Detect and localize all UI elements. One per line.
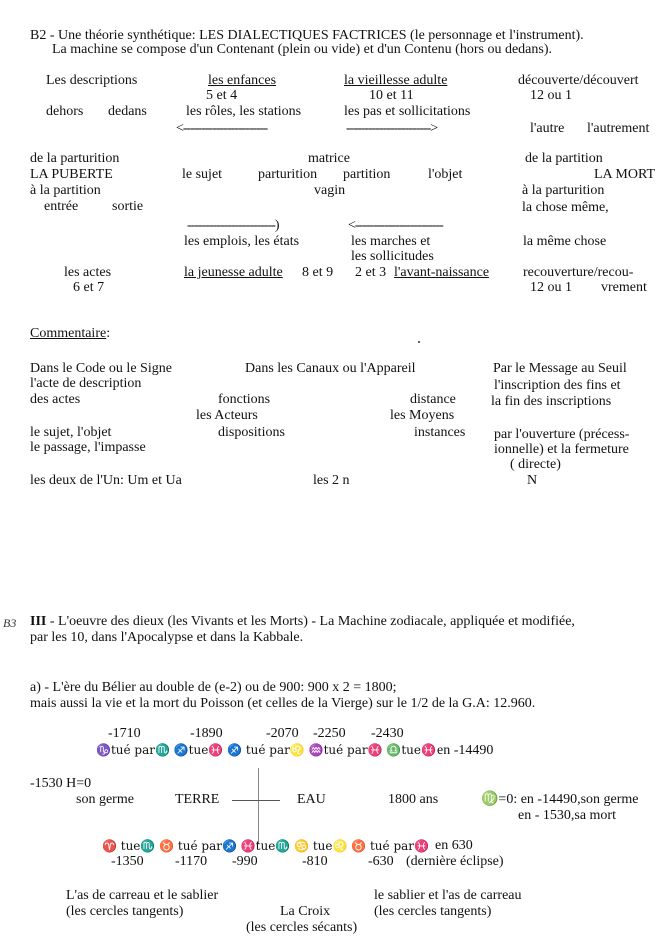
label: (les cercles tangents) — [374, 904, 492, 919]
diagram-label: les emplois, les états — [184, 234, 300, 249]
diagram-number: 10 et 11 — [369, 88, 414, 103]
diagram-label: les pas et sollicitations — [344, 104, 471, 119]
label: L'as de carreau et le sablier — [66, 888, 219, 903]
cross-horizontal-line — [232, 800, 280, 801]
comment-text: ( directe) — [510, 457, 561, 472]
diagram-number: 12 ou 1 — [530, 88, 572, 103]
diagram-label: parturition — [258, 167, 318, 182]
date-note: en -14490 — [437, 743, 494, 758]
diagram-label: à la partition — [30, 183, 101, 198]
year: -1350 — [111, 854, 144, 869]
section-b2-title: B2 - Une théorie synthétique: LES DIALECTIQUES FACTRICES (le personnage et l'instrument). — [30, 28, 584, 43]
diagram-label: la même chose — [523, 234, 607, 249]
diagram-label: dehors — [46, 104, 84, 119]
comment-text: le sujet, l'objet — [30, 425, 112, 440]
commentaire-heading: Commentaire: — [30, 326, 111, 341]
zodiac-row: ♈ tue♏ ♉ tué par♐ ♓tue♏ ♋ tue♌ ♉ tué par♓ — [102, 839, 429, 853]
diagram-label: LA MORT — [594, 167, 655, 182]
comment-text: N — [527, 473, 538, 488]
diagram-label: la vieillesse adulte — [344, 73, 448, 88]
diagram-label: les actes — [64, 265, 112, 280]
comment-text: les deux de l'Un: Um et Ua — [30, 473, 182, 488]
label: son germe — [76, 792, 134, 807]
date-note: (dernière éclipse) — [406, 854, 504, 869]
comment-text: par l'ouverture (précess- — [494, 427, 630, 442]
label: le sablier et l'as de carreau — [374, 888, 522, 903]
diagram-label: les rôles, les stations — [186, 104, 302, 119]
label: (les cercles tangents) — [66, 904, 184, 919]
diagram-label: de la partition — [525, 151, 603, 166]
comment-text: Dans les Canaux ou l'Appareil — [245, 361, 416, 376]
diagram-label: vagin — [314, 183, 346, 198]
diagram-label: sortie — [112, 199, 144, 214]
year: -1170 — [175, 854, 208, 869]
diagram-label: la chose même, — [522, 200, 609, 215]
diagram-label: dedans — [108, 104, 147, 119]
date-note: -1530 H=0 — [30, 776, 92, 791]
diagram-label: l'objet — [428, 167, 463, 182]
diagram-label: les sollicitudes — [351, 249, 434, 264]
diagram-number: 8 et 9 — [302, 265, 334, 280]
diagram-label: Les descriptions — [46, 73, 138, 88]
date-note: en 630 — [435, 838, 473, 853]
diagram-label: à la parturition — [522, 183, 605, 198]
comment-text: l'acte de description — [30, 376, 142, 391]
year: -2430 — [371, 726, 404, 741]
diagram-label: vrement — [601, 280, 647, 295]
diagram-label: l'avant-naissance — [394, 265, 490, 280]
comment-text: dispositions — [218, 425, 285, 440]
comment-text: Dans le Code ou le Signe — [30, 361, 172, 376]
margin-tag: B3 — [3, 616, 17, 630]
diagram-label: les marches et — [351, 234, 431, 249]
diagram-number: 5 et 4 — [206, 88, 238, 103]
comment-text: instances — [414, 425, 466, 440]
year: -990 — [232, 854, 258, 869]
diagram-label: LA PUBERTE — [30, 167, 113, 182]
section-b3-subtitle: par les 10, dans l'Apocalypse et dans la Kabbale. — [30, 630, 304, 645]
arrow-left: <------------------------ — [348, 218, 443, 233]
zodiac-row: ♑tué par♏ ♐tue♓ ♐ tué par♌ ♒tué par♓ ♎tue♓ — [96, 743, 436, 757]
comment-text: l'inscription des fins et — [494, 378, 621, 393]
diagram-number: 2 et 3 — [355, 265, 387, 280]
diagram-label: découverte/découvert — [518, 73, 639, 88]
diagram-number: 6 et 7 — [73, 280, 105, 295]
arrow-left: <----------------------- — [176, 121, 268, 136]
label: EAU — [297, 792, 326, 807]
arrow-right: -----------------------> — [346, 121, 438, 136]
year: -2070 — [266, 726, 299, 741]
speck — [418, 341, 420, 343]
year: -630 — [368, 854, 394, 869]
year: -810 — [302, 854, 328, 869]
comment-text: les Acteurs — [196, 408, 258, 423]
label: TERRE — [175, 792, 220, 807]
section-b2-subtitle: La machine se compose d'un Contenant (plein ou vide) et d'un Contenu (hors ou dedans). — [52, 42, 552, 57]
comment-text: les Moyens — [390, 408, 455, 423]
year: -1890 — [190, 726, 223, 741]
comment-text: Par le Message au Seuil — [493, 361, 627, 376]
arrow-right: ------------------------) — [187, 218, 279, 233]
label: (les cercles sécants) — [246, 920, 358, 935]
diagram-label: partition — [343, 167, 391, 182]
label: 1800 ans — [388, 792, 439, 807]
diagram-label: le sujet — [182, 167, 223, 182]
diagram-label: entrée — [44, 199, 79, 214]
diagram-label: matrice — [308, 151, 350, 166]
diagram-label: la jeunesse adulte — [184, 265, 283, 280]
comment-text: les 2 n — [313, 473, 350, 488]
comment-text: la fin des inscriptions — [491, 394, 612, 409]
diagram-label: de la parturition — [30, 151, 120, 166]
year: -1710 — [108, 726, 141, 741]
comment-text: des actes — [30, 392, 81, 407]
label: ♍=0: en -14490,son germe — [481, 792, 639, 807]
section-b3-title: III - L'oeuvre des dieux (les Vivants et les Morts) - La Machine zodiacale, appliquée et modifiée, — [30, 614, 575, 629]
label: La Croix — [280, 904, 331, 919]
comment-text: distance — [410, 392, 456, 407]
comment-text: le passage, l'impasse — [30, 440, 146, 455]
paragraph-a-line2: mais aussi la vie et la mort du Poisson (et celles de la Vierge) sur le 1/2 de la G.A: 12.960. — [30, 696, 536, 711]
paragraph-a-line1: a) - L'ère du Bélier au double de (e-2) ou de 900: 900 x 2 = 1800; — [30, 680, 397, 695]
comment-text: fonctions — [218, 392, 271, 407]
cross-vertical-line — [258, 768, 259, 844]
comment-text: ionnelle) et la fermeture — [494, 442, 629, 457]
diagram-label: les enfances — [208, 73, 277, 88]
diagram-label: recouverture/recou- — [523, 265, 634, 280]
diagram-label: l'autrement — [587, 121, 650, 136]
diagram-label: l'autre — [530, 121, 565, 136]
diagram-number: 12 ou 1 — [530, 280, 572, 295]
label: en - 1530,sa mort — [518, 808, 616, 823]
year: -2250 — [313, 726, 346, 741]
